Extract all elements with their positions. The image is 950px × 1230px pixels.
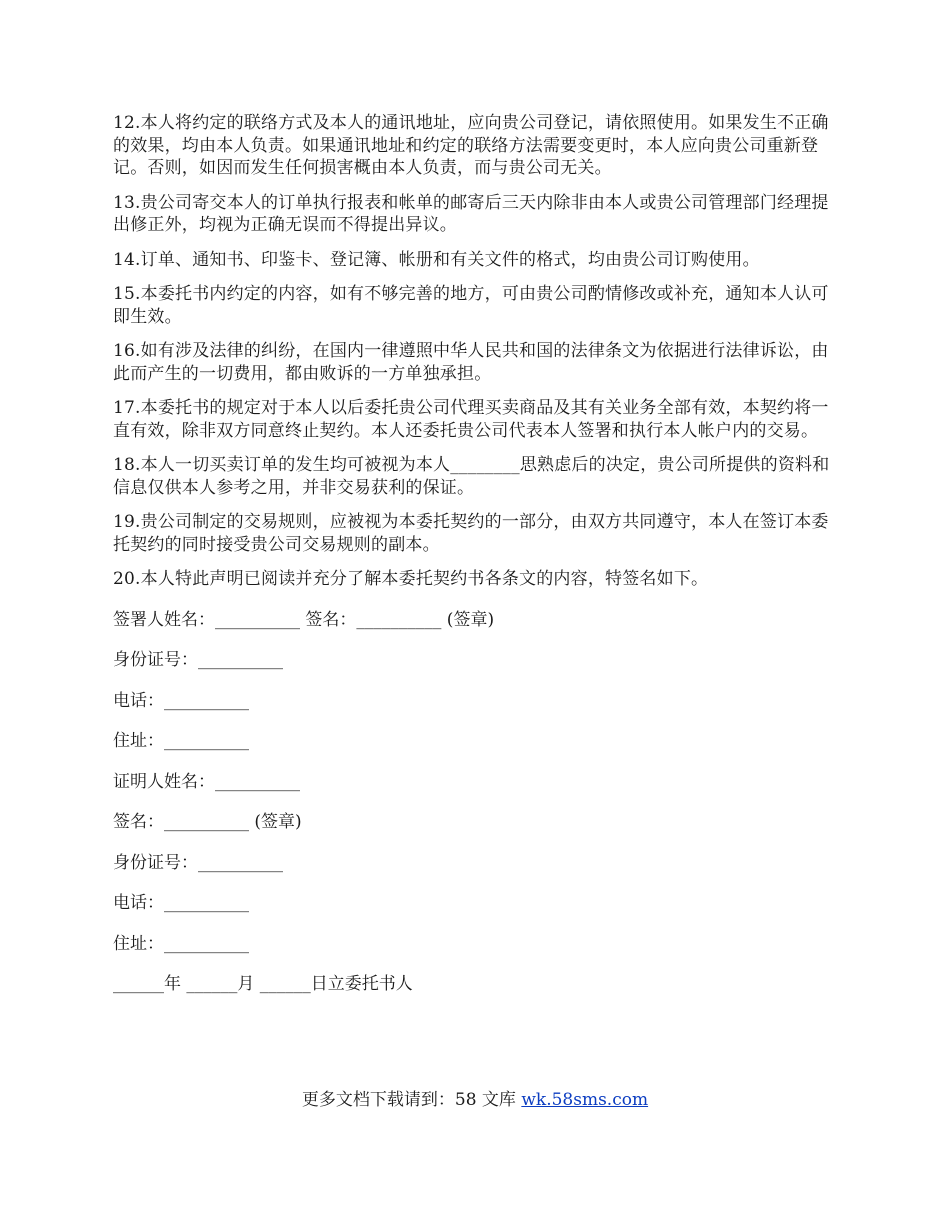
witness-id-number: 身份证号：__________: [113, 852, 283, 873]
clause-18: 18.本人一切买卖订单的发生均可被视为本人________思熟虑后的决定，贵公司所提供的资料和信息仅供本人参考之用，并非交易获利的保证。: [113, 455, 830, 498]
clause-20: 20.本人特此声明已阅读并充分了解本委托契约书各条文的内容，特签名如下。: [113, 569, 709, 589]
footer-text: 更多文档下载请到：58 文库: [301, 1090, 522, 1110]
date-line: ______年 ______月 ______日立委托书人: [113, 974, 413, 994]
clause-13: 13.贵公司寄交本人的订单执行报表和帐单的邮寄后三天内除非由本人或贵公司管理部门经理提出修正外，均视为正确无误而不得提出异议。: [113, 192, 829, 235]
footer-link[interactable]: wk.58sms.com: [521, 1090, 649, 1110]
signer-phone: 电话：__________: [113, 690, 249, 711]
clause-14: 14.订单、通知书、印鉴卡、登记簿、帐册和有关文件的格式，均由贵公司订购使用。: [113, 249, 760, 270]
clause-19: 19.贵公司制定的交易规则，应被视为本委托契约的一部分，由双方共同遵守，本人在签订本委托契约的同时接受贵公司交易规则的副本。: [113, 512, 829, 555]
witness-name: 证明人姓名：__________: [113, 771, 300, 792]
clause-15: 15.本委托书内约定的内容，如有不够完善的地方，可由贵公司酌情修改或补充，通知本人认可即生效。: [113, 284, 829, 327]
document-body: [113, 112, 841, 1014]
witness-address: 住址：__________: [113, 933, 249, 954]
signer-name-and-signature: 签署人姓名：__________ 签名：__________ (签章): [113, 609, 495, 630]
clause-17: 17.本委托书的规定对于本人以后委托贵公司代理买卖商品及其有关业务全部有效，本契约将一直有效，除非双方同意终止契约。本人还委托贵公司代表本人签署和执行本人帐户内的交易。: [113, 398, 829, 441]
clause-16: 16.如有涉及法律的纠纷，在国内一律遵照中华人民共和国的法律条文为依据进行法律诉讼，由此而产生的一切费用，都由败诉的一方单独承担。: [113, 341, 829, 384]
clause-12: 12.本人将约定的联络方式及本人的通讯地址，应向贵公司登记，请依照使用。如果发生不正确的效果，均由本人负责。如果通讯地址和约定的联络方法需要变更时，本人应向贵公司重新登记。否则，如因而发生任何损害概由本人负责，而与贵公司无关。: [113, 113, 829, 178]
witness-signature: 签名：__________ (签章): [113, 812, 302, 832]
signer-id-number: 身份证号：__________: [113, 650, 283, 670]
signer-address: 住址：__________: [113, 731, 249, 751]
witness-phone: 电话：__________: [113, 893, 249, 913]
footer: [0, 1089, 950, 1111]
